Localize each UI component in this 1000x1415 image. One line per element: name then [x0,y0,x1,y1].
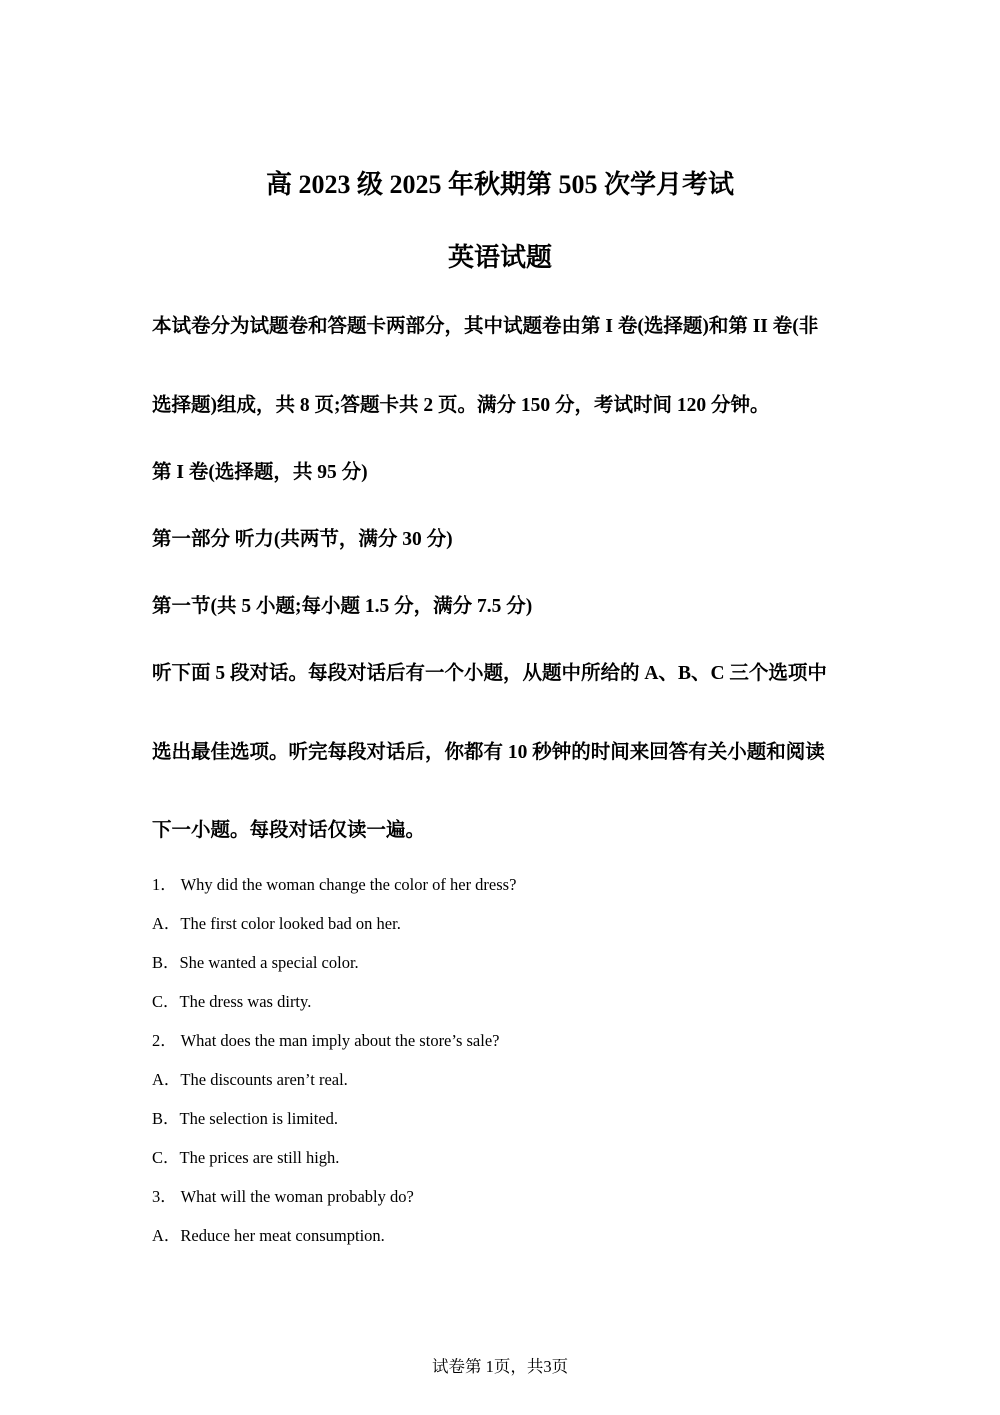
question-1-stem: 1． Why did the woman change the color of her dress? [152,875,517,894]
question-2-option-c: C．The prices are still high. [152,1148,340,1167]
question-3-option-a: A．Reduce her meat consumption. [152,1226,385,1245]
intro-line-1: 本试卷分为试题卷和答题卡两部分，其中试题卷由第 I 卷(选择题)和第 II 卷(非 [152,316,819,337]
volume-heading: 第 I 卷(选择题，共 95 分) [152,462,368,483]
question-3-stem: 3． What will the woman probably do? [152,1187,414,1206]
part-heading: 第一部分 听力(共两节，满分 30 分) [152,529,453,550]
exam-subtitle: 英语试题 [447,243,552,272]
question-1-option-a: A．The first color looked bad on her. [152,914,401,933]
question-2-option-a: A．The discounts aren’t real. [152,1070,348,1089]
intro-line-2: 选择题)组成，共 8 页;答题卡共 2 页。满分 150 分，考试时间 120 分钟。 [152,395,770,416]
section-heading: 第一节(共 5 小题;每小题 1.5 分，满分 7.5 分) [152,596,533,617]
question-2-stem: 2． What does the man imply about the store’s sale? [152,1031,500,1050]
question-2-option-b: B．The selection is limited. [152,1109,339,1128]
directions-line-3: 下一小题。每段对话仅读一遍。 [152,820,426,841]
directions-line-2: 选出最佳选项。听完每段对话后，你都有 10 秒钟的时间来回答有关小题和阅读 [152,742,825,763]
exam-title: 高 2023 级 2025 年秋期第 505 次学月考试 [265,170,734,199]
directions-line-1: 听下面 5 段对话。每段对话后有一个小题，从题中所给的 A、B、C 三个选项中 [152,663,827,684]
question-1-option-b: B．She wanted a special color. [152,953,359,972]
page-footer: 试卷第 1页，共3页 [431,1357,569,1376]
question-1-option-c: C．The dress was dirty. [152,992,312,1011]
